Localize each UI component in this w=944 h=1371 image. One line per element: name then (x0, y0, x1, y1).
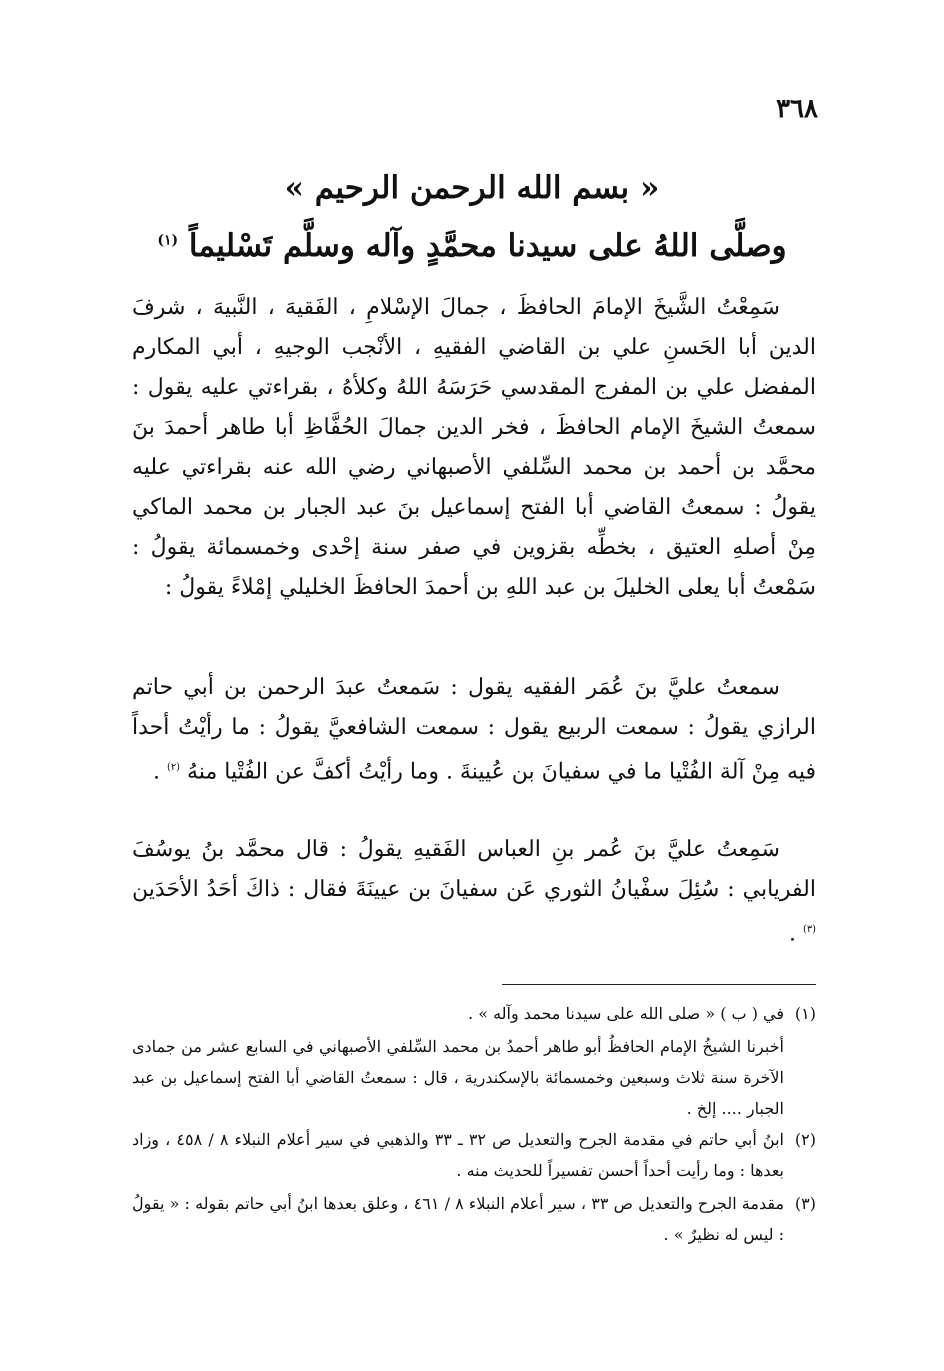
paragraph-thawri-text: سَمِعتُ عليَّ بنَ عُمر بنِ العباس الفَقيهِ يقولُ : قال محمَّد بنُ يوسُفَ الفريابي : سُئِلَ سفْيانُ الثوري عَن سفيانَ بن عيينَةَ فقال : ذاكَ أحَدُ الأحَدَين (132, 837, 816, 902)
footnote-ref-1: (١) (157, 232, 179, 249)
footnote-2-text: ابنُ أبي حاتم في مقدمة الجرح والتعديل ص ٣٢ ـ ٣٣ والذهبي في سير أعلام النبلاء ٨ / ٤٥٨ ، وزاد بعدها : وما رأيت أحداً أحسن تفسيراً للحديث منه . (132, 1130, 785, 1180)
paragraph-thawri-end: . (788, 921, 803, 947)
footnote-2 (132, 1124, 816, 1186)
salawat-text: وصلَّى اللهُ على سيدنا محمَّدٍ وآله وسلَّم تَسْليماً (188, 228, 787, 264)
footnote-3-marker: (٣) (794, 1194, 816, 1213)
salawat-heading (0, 228, 944, 265)
paragraph-shafii-end: . (153, 759, 167, 785)
footnote-1-marker: (١) (794, 1004, 816, 1023)
footnote-ref-2: (٢) (167, 762, 181, 773)
footnote-separator (502, 984, 816, 985)
footnote-2-marker: (٢) (794, 1130, 816, 1149)
footnote-ref-3: (٣) (802, 924, 816, 935)
paragraph-shafii-text: سمعتُ عليَّ بنَ عُمَر الفقيه يقول : سَمعتُ عبدَ الرحمن بن أبي حاتم الرازي يقولُ : سمعت الربيع يقول : سمعت الشافعيَّ يقولُ : ما رأيْتُ أحداً فيه مِنْ آلة الفُتْيا ما في سفيانَ بن عُيينةَ . وما رأيْتُ أكفَّ عن الفُتْيا منهُ (132, 675, 816, 785)
page-number: ٣٦٨ (776, 94, 818, 124)
footnote-1-text: في ( ب ) « صلى الله على سيدنا محمد وآله » . (468, 1004, 784, 1023)
footnote-3-text: مقدمة الجرح والتعديل ص ٣٣ ، سير أعلام النبلاء ٨ / ٤٦١ ، وعلق بعدها ابنُ أبي حاتم بقوله : « يقولُ : ليس له نظيرٌ » . (132, 1194, 785, 1244)
footnote-1 (132, 998, 816, 1029)
paragraph-isnad: سَمِعْتُ الشَّيخَ الإمامَ الحافظَ ، جمالَ الإسْلامِ ، الفَقيهَ ، النَّبيهَ ، شرفَ الدين أبا الحَسنِ علي بن القاضي الفقيهِ ، الأنْجب الوجيهِ ، أبي المكارم المفضل علي بن المفرج المقدسي حَرَسَهُ اللهُ وكلأهُ ، بقراءتي عليه يقول : سمعتُ الشيخَ الإمام الحافظَ ، فخر الدين جمالَ الحُفَّاظِ أبا طاهر أحمدَ بنَ محمَّد بن أحمد بن محمد السِّلفي الأصبهاني رضي الله عنه بقراءتي عليه يقولُ : سمعتُ القاضي أبا الفتح إسماعيل بنَ عبد الجبار بن محمد الماكي مِنْ أصلهِ العتيق ، بخطِّه بقزوين في صفر سنة إحْدى وخمسمائة يقولُ : سَمْعتُ أبا يعلى الخليلَ بن عبد اللهِ بن أحمدَ الحافظَ الخليلي إمْلاءً يقولُ : (132, 295, 816, 600)
footnote-1-continuation: أخبرنا الشيخُ الإمام الحافظُ أبو طاهر أحمدُ بن محمد السِّلفي الأصبهاني في السابع عشر من جمادى الآخرة سنة ثلاث وسبعين وخمسمائة بالإسكندرية ، قال : سمعتُ القاضي أبا الفتح إسماعيل بن عبد الجبار .... إلخ . (132, 1037, 784, 1118)
paragraph-thawri (132, 830, 816, 954)
paragraph-shafii (132, 668, 816, 792)
footnotes (132, 998, 816, 1252)
footnote-3 (132, 1188, 816, 1250)
basmala-heading: « بسم الله الرحمن الرحيم » (284, 170, 660, 206)
